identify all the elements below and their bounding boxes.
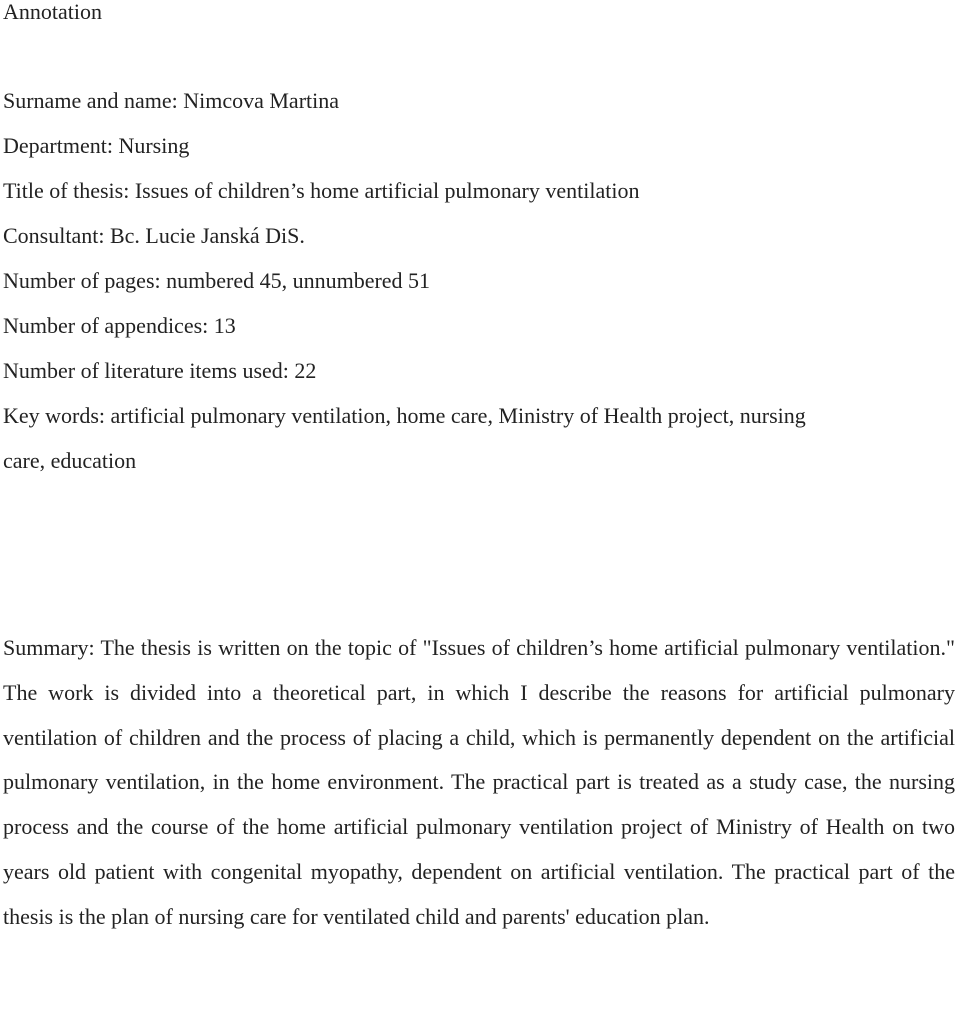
field-appendices: Number of appendices: 13 [3, 313, 236, 338]
page-heading: Annotation [3, 0, 102, 24]
field-keywords-continued: care, education [3, 448, 137, 473]
field-title: Title of thesis: Issues of children’s home artificial pulmonary ventilation [3, 178, 640, 203]
field-consultant: Consultant: Bc. Lucie Janská DiS. [3, 223, 305, 248]
field-department: Department: Nursing [3, 133, 190, 158]
field-pages: Number of pages: numbered 45, unnumbered 51 [3, 268, 431, 293]
field-keywords: Key words: artificial pulmonary ventilation, home care, Ministry of Health project, nursing [3, 403, 806, 428]
field-name: Surname and name: Nimcova Martina [3, 88, 340, 113]
summary-paragraph: Summary: The thesis is written on the topic of "Issues of children’s home artificial pulmonary ventilation." The work is divided into a theoretical part, in which I describe the reasons for artificial pulmonary ventilation of children and the process of placing a child, which is permanently dependent on the artificial pulmonary ventilation, in the home environment. The practical part is treated as a study case, the nursing process and the course of the home artificial pulmonary ventilation project of Ministry of Health on two years old patient with congenital myopathy, dependent on artificial ventilation. The practical part of the thesis is the plan of nursing care for ventilated child and parents' education plan. [3, 635, 955, 929]
field-literature: Number of literature items used: 22 [3, 358, 317, 383]
